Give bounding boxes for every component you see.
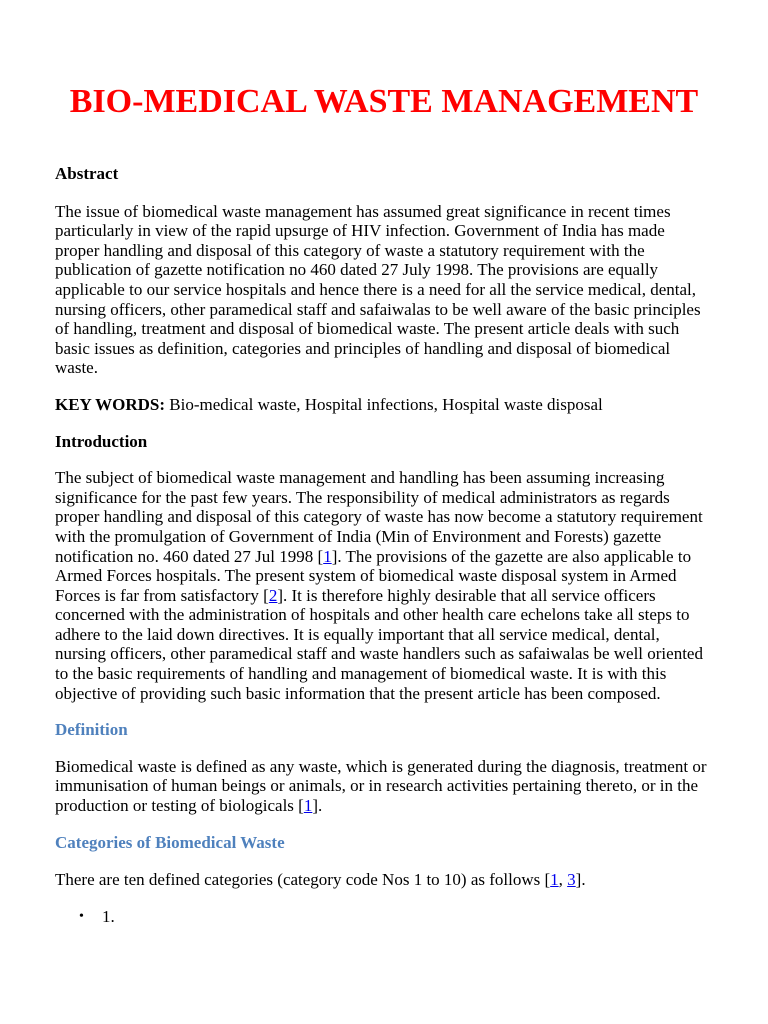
introduction-heading: Introduction xyxy=(55,431,148,451)
introduction-text-2: ]. The provisions of the gazette are also applicable to Armed Forces hospitals. The present system of biomedical waste disposal system in Armed Forces is far from satisfactory [ xyxy=(55,546,692,605)
introduction-text-1: The subject of biomedical waste management and handling has been assuming increasing significance for the past few years. The responsibility of medical administrators as regards proper handling and disposal of this category of waste has now become a statutory requirement with the promulgation of Government of India (Min of Environment and Forests) gazette notification no. 460 dated 27 Jul 1998 [ xyxy=(55,468,703,566)
definition-heading: Definition xyxy=(55,720,128,740)
page-title: BIO-MEDICAL WASTE MANAGEMENT xyxy=(69,83,699,120)
list-item xyxy=(79,907,713,927)
introduction-paragraph xyxy=(55,468,713,703)
definition-text-2: ]. xyxy=(312,796,323,816)
abstract-heading: Abstract xyxy=(55,164,119,183)
keywords-label: KEY WORDS: xyxy=(55,394,166,414)
keywords-text: Bio-medical waste, Hospital infections, Hospital waste disposal xyxy=(165,394,603,414)
bullet-icon: • xyxy=(79,908,84,924)
keywords-paragraph xyxy=(55,395,713,415)
categories-text-1: There are ten defined categories (category code Nos 1 to 10) as follows [ xyxy=(55,870,551,890)
reference-separator: , xyxy=(558,870,568,890)
reference-link-1[interactable]: 1 xyxy=(323,546,332,566)
introduction-text-3: ]. It is therefore highly desirable that all service officers concerned with the administration of hospitals and other health care echelons take all steps to adhere to the laid down directives. It is equally important that all service medical, dental, nursing officers, other paramedical staff and waste handlers such as safaiwalas be well oriented to the basic requirements of handling and management of biomedical waste. It is with this objective of providing such basic information that the present article has been composed. xyxy=(55,585,703,703)
categories-text-2: ]. xyxy=(575,870,586,890)
reference-link-2[interactable]: 2 xyxy=(268,585,278,605)
categories-heading: Categories of Biomedical Waste xyxy=(55,832,285,852)
list-item-text: 1. xyxy=(102,906,115,926)
reference-link-1[interactable]: 1 xyxy=(303,796,313,816)
categories-list xyxy=(55,907,713,927)
categories-paragraph xyxy=(55,870,713,890)
definition-text-1: Biomedical waste is defined as any waste, which is generated during the diagnosis, treatment or immunisation of human beings or animals, or in research activities pertaining thereto, or in the production or testing of biologicals [ xyxy=(55,756,707,816)
reference-link-3[interactable]: 3 xyxy=(567,870,576,890)
abstract-paragraph: The issue of biomedical waste management has assumed great significance in recent times particularly in view of the rapid upsurge of HIV infection. Government of India has made proper handling and disposal of this category of waste a statutory requirement with the publication of gazette notification no 460 dated 27 July 1998. The provisions are equally applicable to our service hospitals and hence there is a need for all the service medical, dental, nursing officers, other paramedical staff and safaiwalas to be well aware of the basic principles of handling, treatment and disposal of biomedical waste. The present article deals with such basic issues as definition, categories and principles of handling and disposal of biomedical waste. xyxy=(55,201,701,378)
reference-link-1[interactable]: 1 xyxy=(550,870,559,890)
definition-paragraph xyxy=(55,757,713,816)
